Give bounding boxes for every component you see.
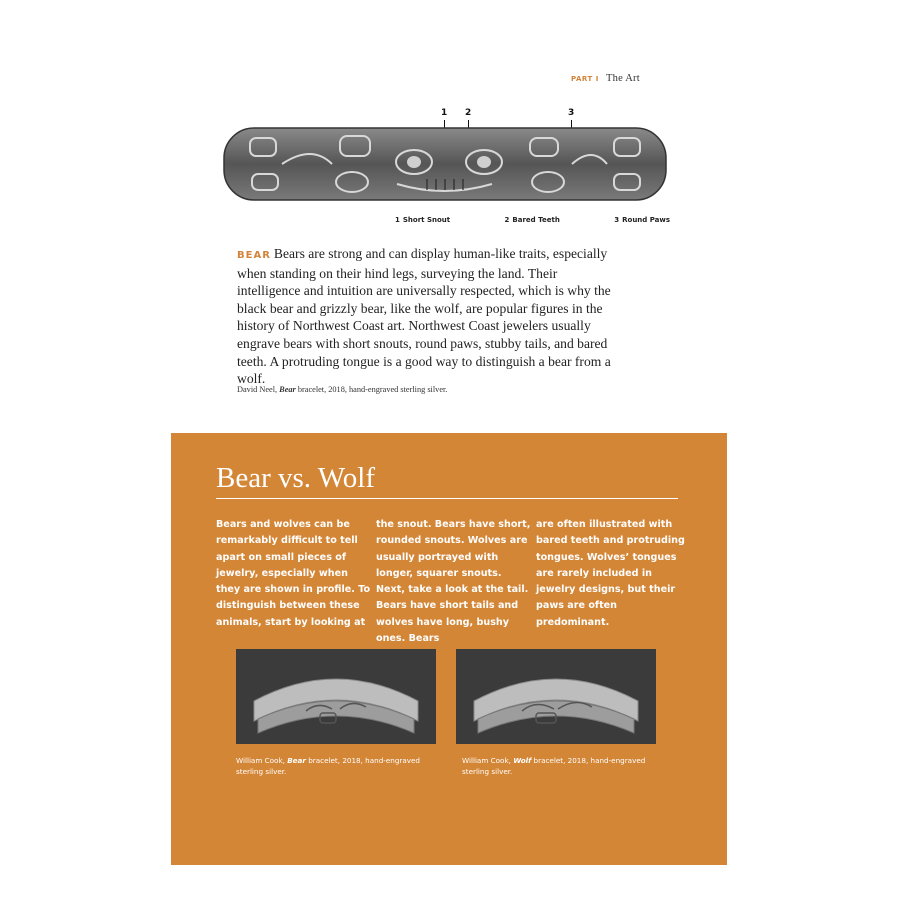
legend-item: 2 Bared Teeth bbox=[504, 216, 560, 224]
callout-number-3: 3 bbox=[568, 108, 575, 118]
bear-keyword: BEAR bbox=[237, 250, 271, 261]
callout-number-1: 1 bbox=[441, 108, 448, 118]
bear-bracelet-illustration bbox=[222, 124, 668, 204]
sidebar-column-3: are often illustrated with bared teeth and protruding tongues. Wolves’ tongues are rarely included in jewelry designs, but their paws are often predominant. bbox=[536, 519, 685, 628]
legend-item: 3 Round Paws bbox=[614, 216, 671, 224]
legend-item: 1 Short Snout bbox=[395, 216, 451, 224]
sidebar-rule bbox=[216, 498, 678, 499]
part-label: PART I bbox=[571, 75, 599, 83]
sidebar-column-2: the snout. Bears have short, rounded snouts. Wolves are usually portrayed with longer, squarer snouts. Next, take a look at the tail. Bears have short tails and wolves have long, bushy ones. Bears bbox=[376, 519, 531, 645]
bear-photo-caption: William Cook, Bear bracelet, 2018, hand-engraved sterling silver. bbox=[236, 756, 420, 776]
section-label: The Art bbox=[606, 73, 640, 84]
wolf-photo-caption: William Cook, Wolf bracelet, 2018, hand-engraved sterling silver. bbox=[462, 756, 646, 776]
sidebar-column-1: Bears and wolves can be remarkably difficult to tell apart on small pieces of jewelry, especially when they are shown in profile. To distinguish between these animals, start by looking at bbox=[216, 519, 371, 628]
bear-description bbox=[237, 245, 617, 388]
bear-text: Bears are strong and can display human-like traits, especially when standing on their hind legs, surveying the land. Their intelligence and intuition are universally respected, which is why the black bear and grizzly bear, like the wolf, are popular figures in the history of Northwest Coast art. Northwest Coast jewelers usually engrave bears with short snouts, round paws, stubby tails, and bared teeth. A protruding tongue is a good way to distinguish a bear from a wolf. bbox=[237, 246, 611, 387]
bear-credit: David Neel, Bear bracelet, 2018, hand-engraved sterling silver. bbox=[237, 385, 448, 394]
sidebar-title: Bear vs. Wolf bbox=[216, 462, 376, 494]
figure-legend bbox=[395, 216, 670, 224]
wolf-bracelet-photo bbox=[456, 649, 656, 744]
callout-number-2: 2 bbox=[465, 108, 472, 118]
bear-bracelet-photo bbox=[236, 649, 436, 744]
running-header bbox=[571, 73, 640, 84]
